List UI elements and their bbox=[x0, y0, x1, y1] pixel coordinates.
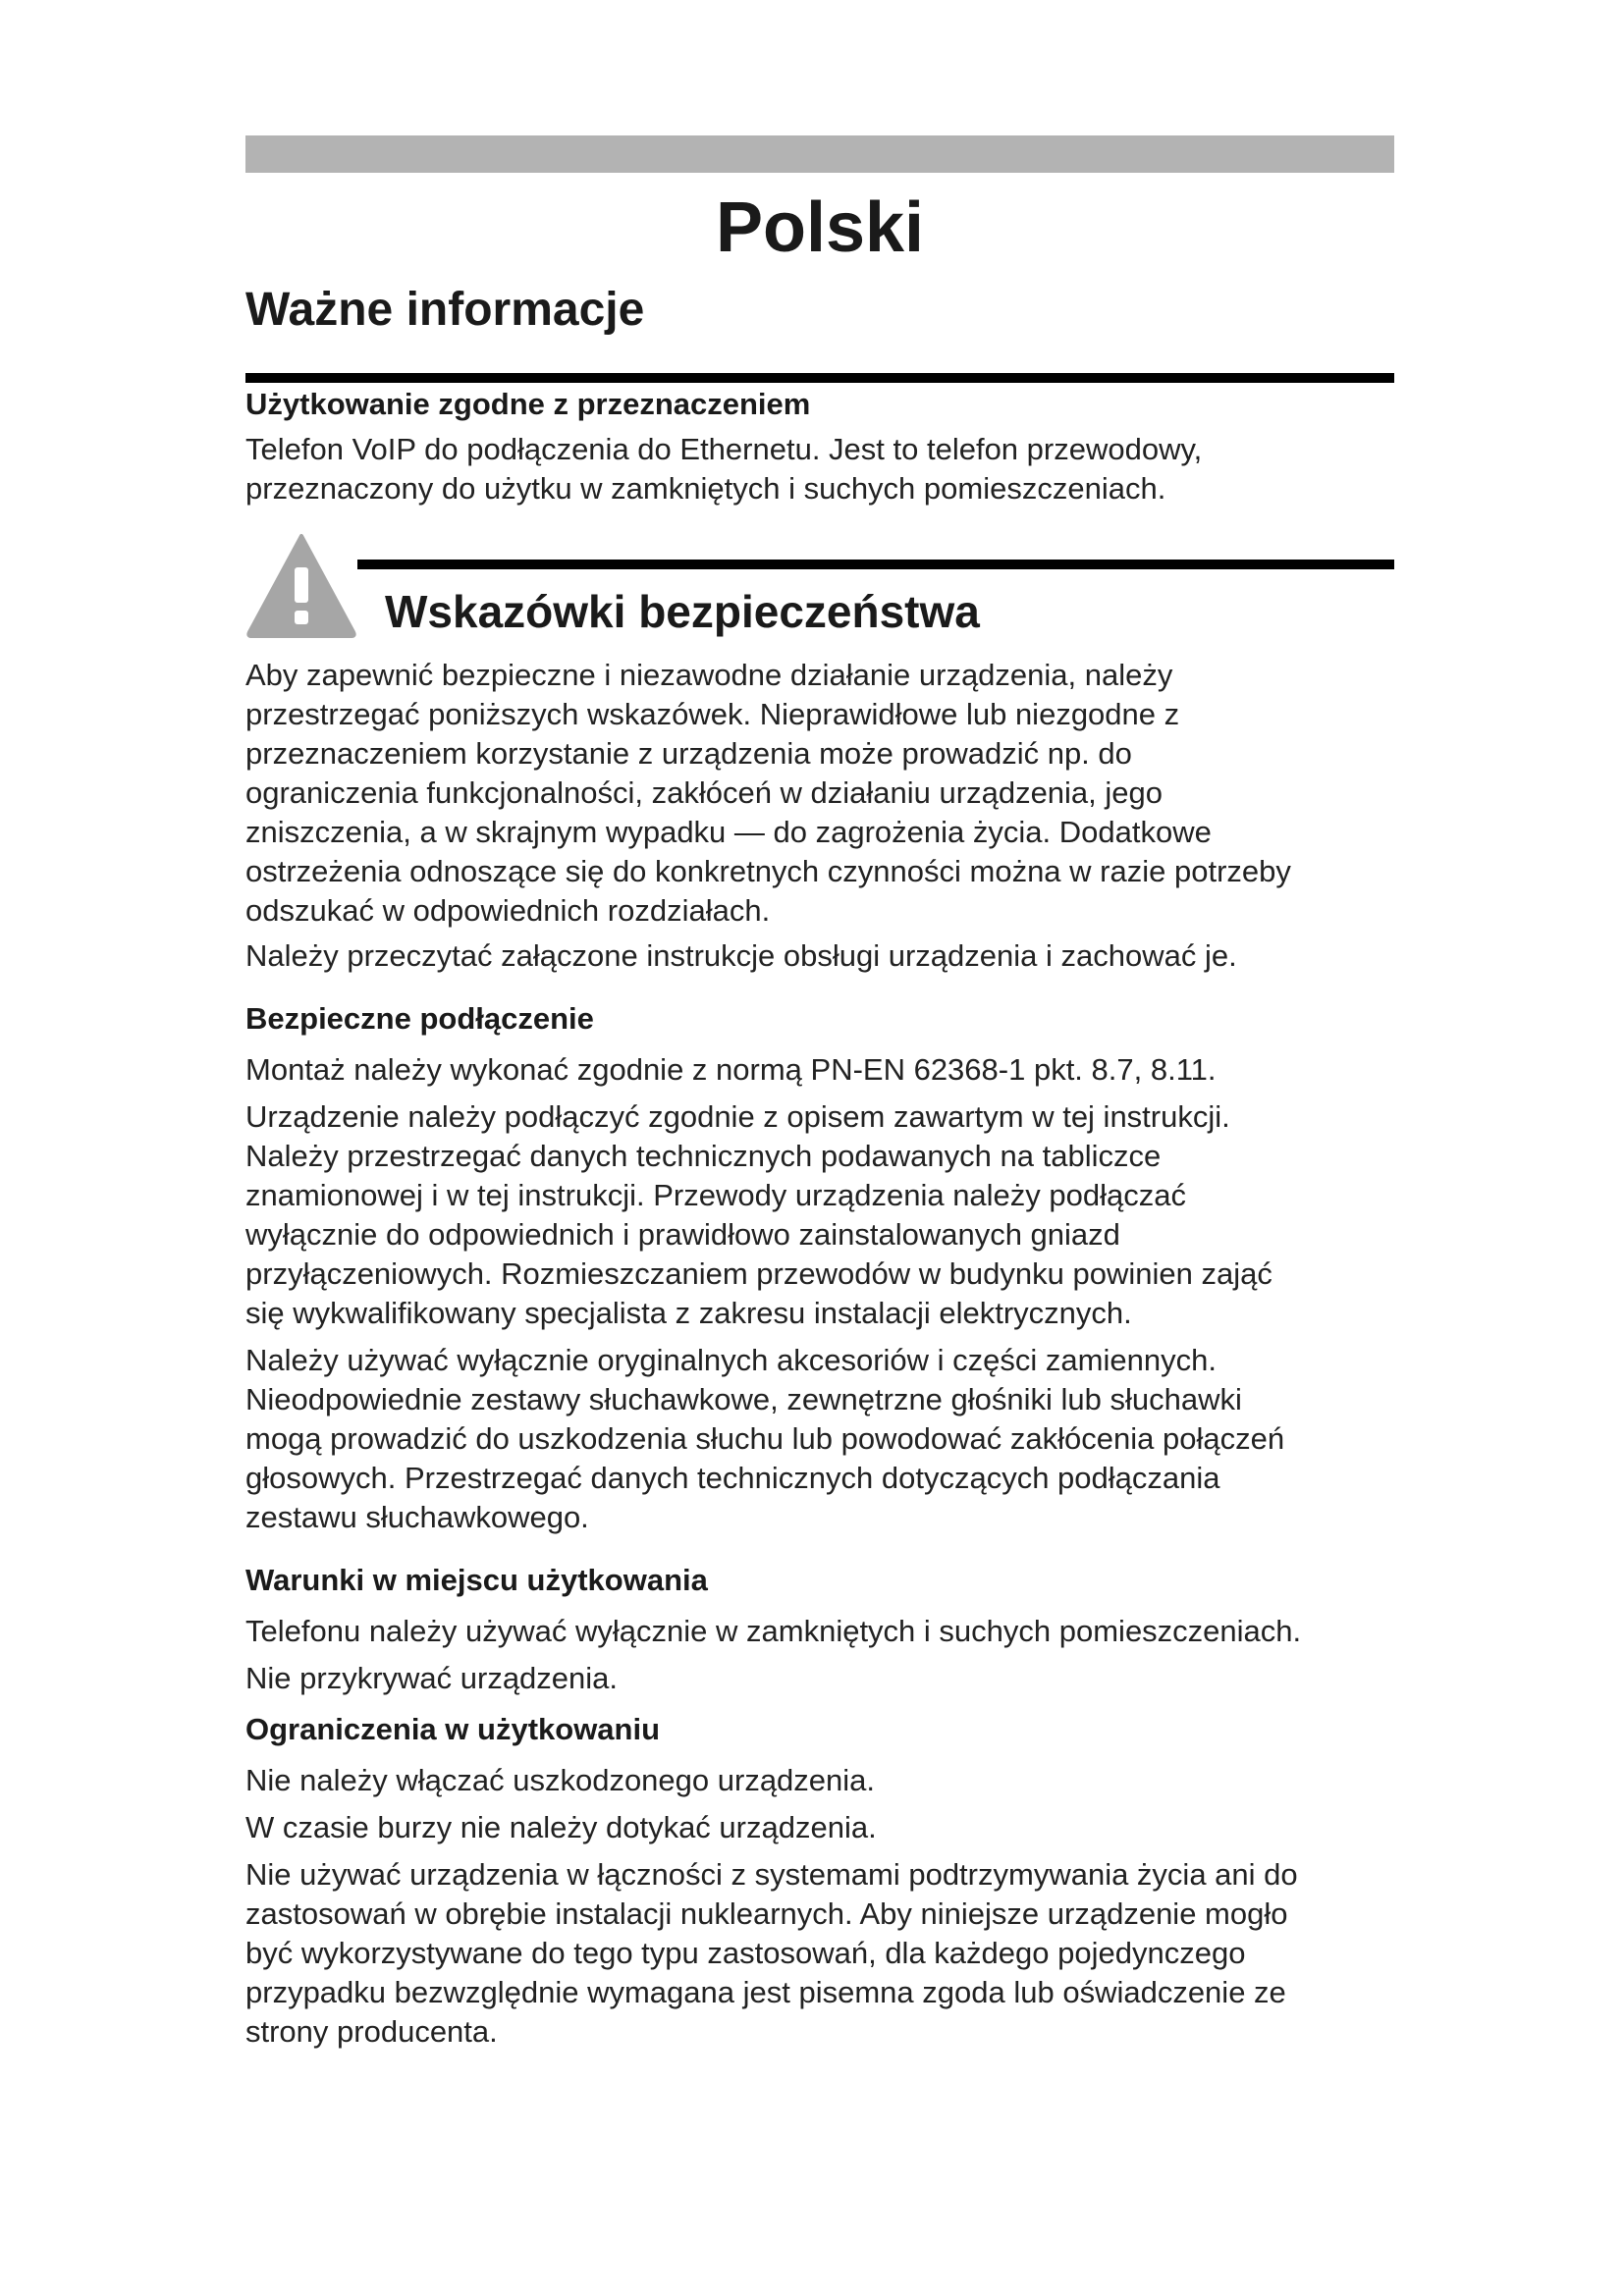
safety-intro-line: zniszczenia, a w skrajnym wypadku — do zagrożenia życia. Dodatkowe bbox=[245, 815, 1212, 849]
life-support-line: być wykorzystywane do tego typu zastosowań, dla każdego pojedynczego bbox=[245, 1936, 1246, 1970]
accessories-line: mogą prowadzić do uszkodzenia słuchu lub powodować zakłócenia połączeń bbox=[245, 1421, 1285, 1456]
environment-heading: Warunki w miejscu użytkowania bbox=[245, 1563, 708, 1597]
accessories-line: Nieodpowiednie zestawy słuchawkowe, zewnętrzne głośniki lub słuchawki bbox=[245, 1382, 1242, 1416]
life-support-line: Nie używać urządzenia w łączności z systemami podtrzymywania życia ani do bbox=[245, 1857, 1298, 1892]
safety-intro-line: ostrzeżenia odnoszące się do konkretnych czynności można w razie potrzeby bbox=[245, 854, 1291, 888]
safety-intro-line: ograniczenia funkcjonalności, zakłóceń w działaniu urządzenia, jego bbox=[245, 775, 1164, 810]
life-support-line: przypadku bezwzględnie wymagana jest pisemna zgoda lub oświadczenie ze bbox=[245, 1975, 1286, 2009]
safe-connection-heading: Bezpieczne podłączenie bbox=[245, 1001, 594, 1036]
connection-line: Urządzenie należy podłączyć zgodnie z opisem zawartym w tej instrukcji. bbox=[245, 1099, 1230, 1134]
header-bar bbox=[245, 135, 1394, 173]
restrictions-section bbox=[245, 1710, 1404, 2052]
connection-line: się wykwalifikowany specjalista z zakresu instalacji elektrycznych. bbox=[245, 1296, 1132, 1330]
safety-title: Wskazówki bezpieczeństwa bbox=[385, 586, 980, 637]
safe-connection-section bbox=[245, 999, 1404, 1537]
life-support-line: zastosowań w obrębie instalacji nuklearnych. Aby niniejsze urządzenie mogło bbox=[245, 1896, 1288, 1931]
connection-line: Należy przestrzegać danych technicznych podawanych na tabliczce bbox=[245, 1139, 1162, 1173]
section-divider bbox=[245, 373, 1394, 383]
connection-line: znamionowej i w tej instrukcji. Przewody urządzenia należy podłączać bbox=[245, 1178, 1187, 1212]
read-instructions-text: Należy przeczytać załączone instrukcje obsługi urządzenia i zachować je. bbox=[245, 938, 1237, 973]
language-title: Polski bbox=[715, 188, 925, 267]
indoor-use-text: Telefonu należy używać wyłącznie w zamkniętych i suchych pomieszczeniach. bbox=[245, 1614, 1302, 1648]
safety-divider bbox=[357, 560, 1394, 569]
environment-section bbox=[245, 1561, 1404, 1698]
storm-text: W czasie burzy nie należy dotykać urządzenia. bbox=[245, 1810, 877, 1844]
accessories-line: Należy używać wyłącznie oryginalnych akcesoriów i części zamiennych. bbox=[245, 1343, 1217, 1377]
safety-intro-line: przeznaczeniem korzystanie z urządzenia może prowadzić np. do bbox=[245, 736, 1132, 771]
intended-use-line: Telefon VoIP do podłączenia do Ethernetu. Jest to telefon przewodowy, bbox=[245, 432, 1203, 466]
do-not-cover-text: Nie przykrywać urządzenia. bbox=[245, 1661, 619, 1695]
damaged-device-text: Nie należy włączać uszkodzonego urządzenia. bbox=[245, 1763, 876, 1797]
safety-intro bbox=[245, 656, 1404, 976]
section-title: Ważne informacje bbox=[245, 284, 645, 336]
connection-line: przyłączeniowych. Rozmieszczaniem przewodów w budynku powinien zająć bbox=[245, 1256, 1272, 1291]
life-support-line: strony producenta. bbox=[245, 2014, 498, 2049]
connection-line: wyłącznie do odpowiednich i prawidłowo zainstalowanych gniazd bbox=[245, 1217, 1120, 1252]
restrictions-heading: Ograniczenia w użytkowaniu bbox=[245, 1712, 661, 1746]
intended-use-section bbox=[245, 385, 1404, 508]
safety-intro-line: odszukać w odpowiednich rozdziałach. bbox=[245, 893, 771, 928]
intended-use-heading: Użytkowanie zgodne z przeznaczeniem bbox=[245, 387, 811, 421]
installation-text: Montaż należy wykonać zgodnie z normą PN-EN 62368-1 pkt. 8.7, 8.11. bbox=[245, 1052, 1217, 1087]
safety-intro-line: przestrzegać poniższych wskazówek. Nieprawidłowe lub niezgodne z bbox=[245, 697, 1180, 731]
intended-use-line: przeznaczony do użytku w zamkniętych i suchych pomieszczeniach. bbox=[245, 471, 1166, 506]
accessories-line: głosowych. Przestrzegać danych technicznych dotyczących podłączania bbox=[245, 1461, 1220, 1495]
warning-triangle-icon bbox=[245, 532, 357, 638]
accessories-line: zestawu słuchawkowego. bbox=[245, 1500, 589, 1534]
safety-intro-line: Aby zapewnić bezpieczne i niezawodne działanie urządzenia, należy bbox=[245, 658, 1173, 692]
